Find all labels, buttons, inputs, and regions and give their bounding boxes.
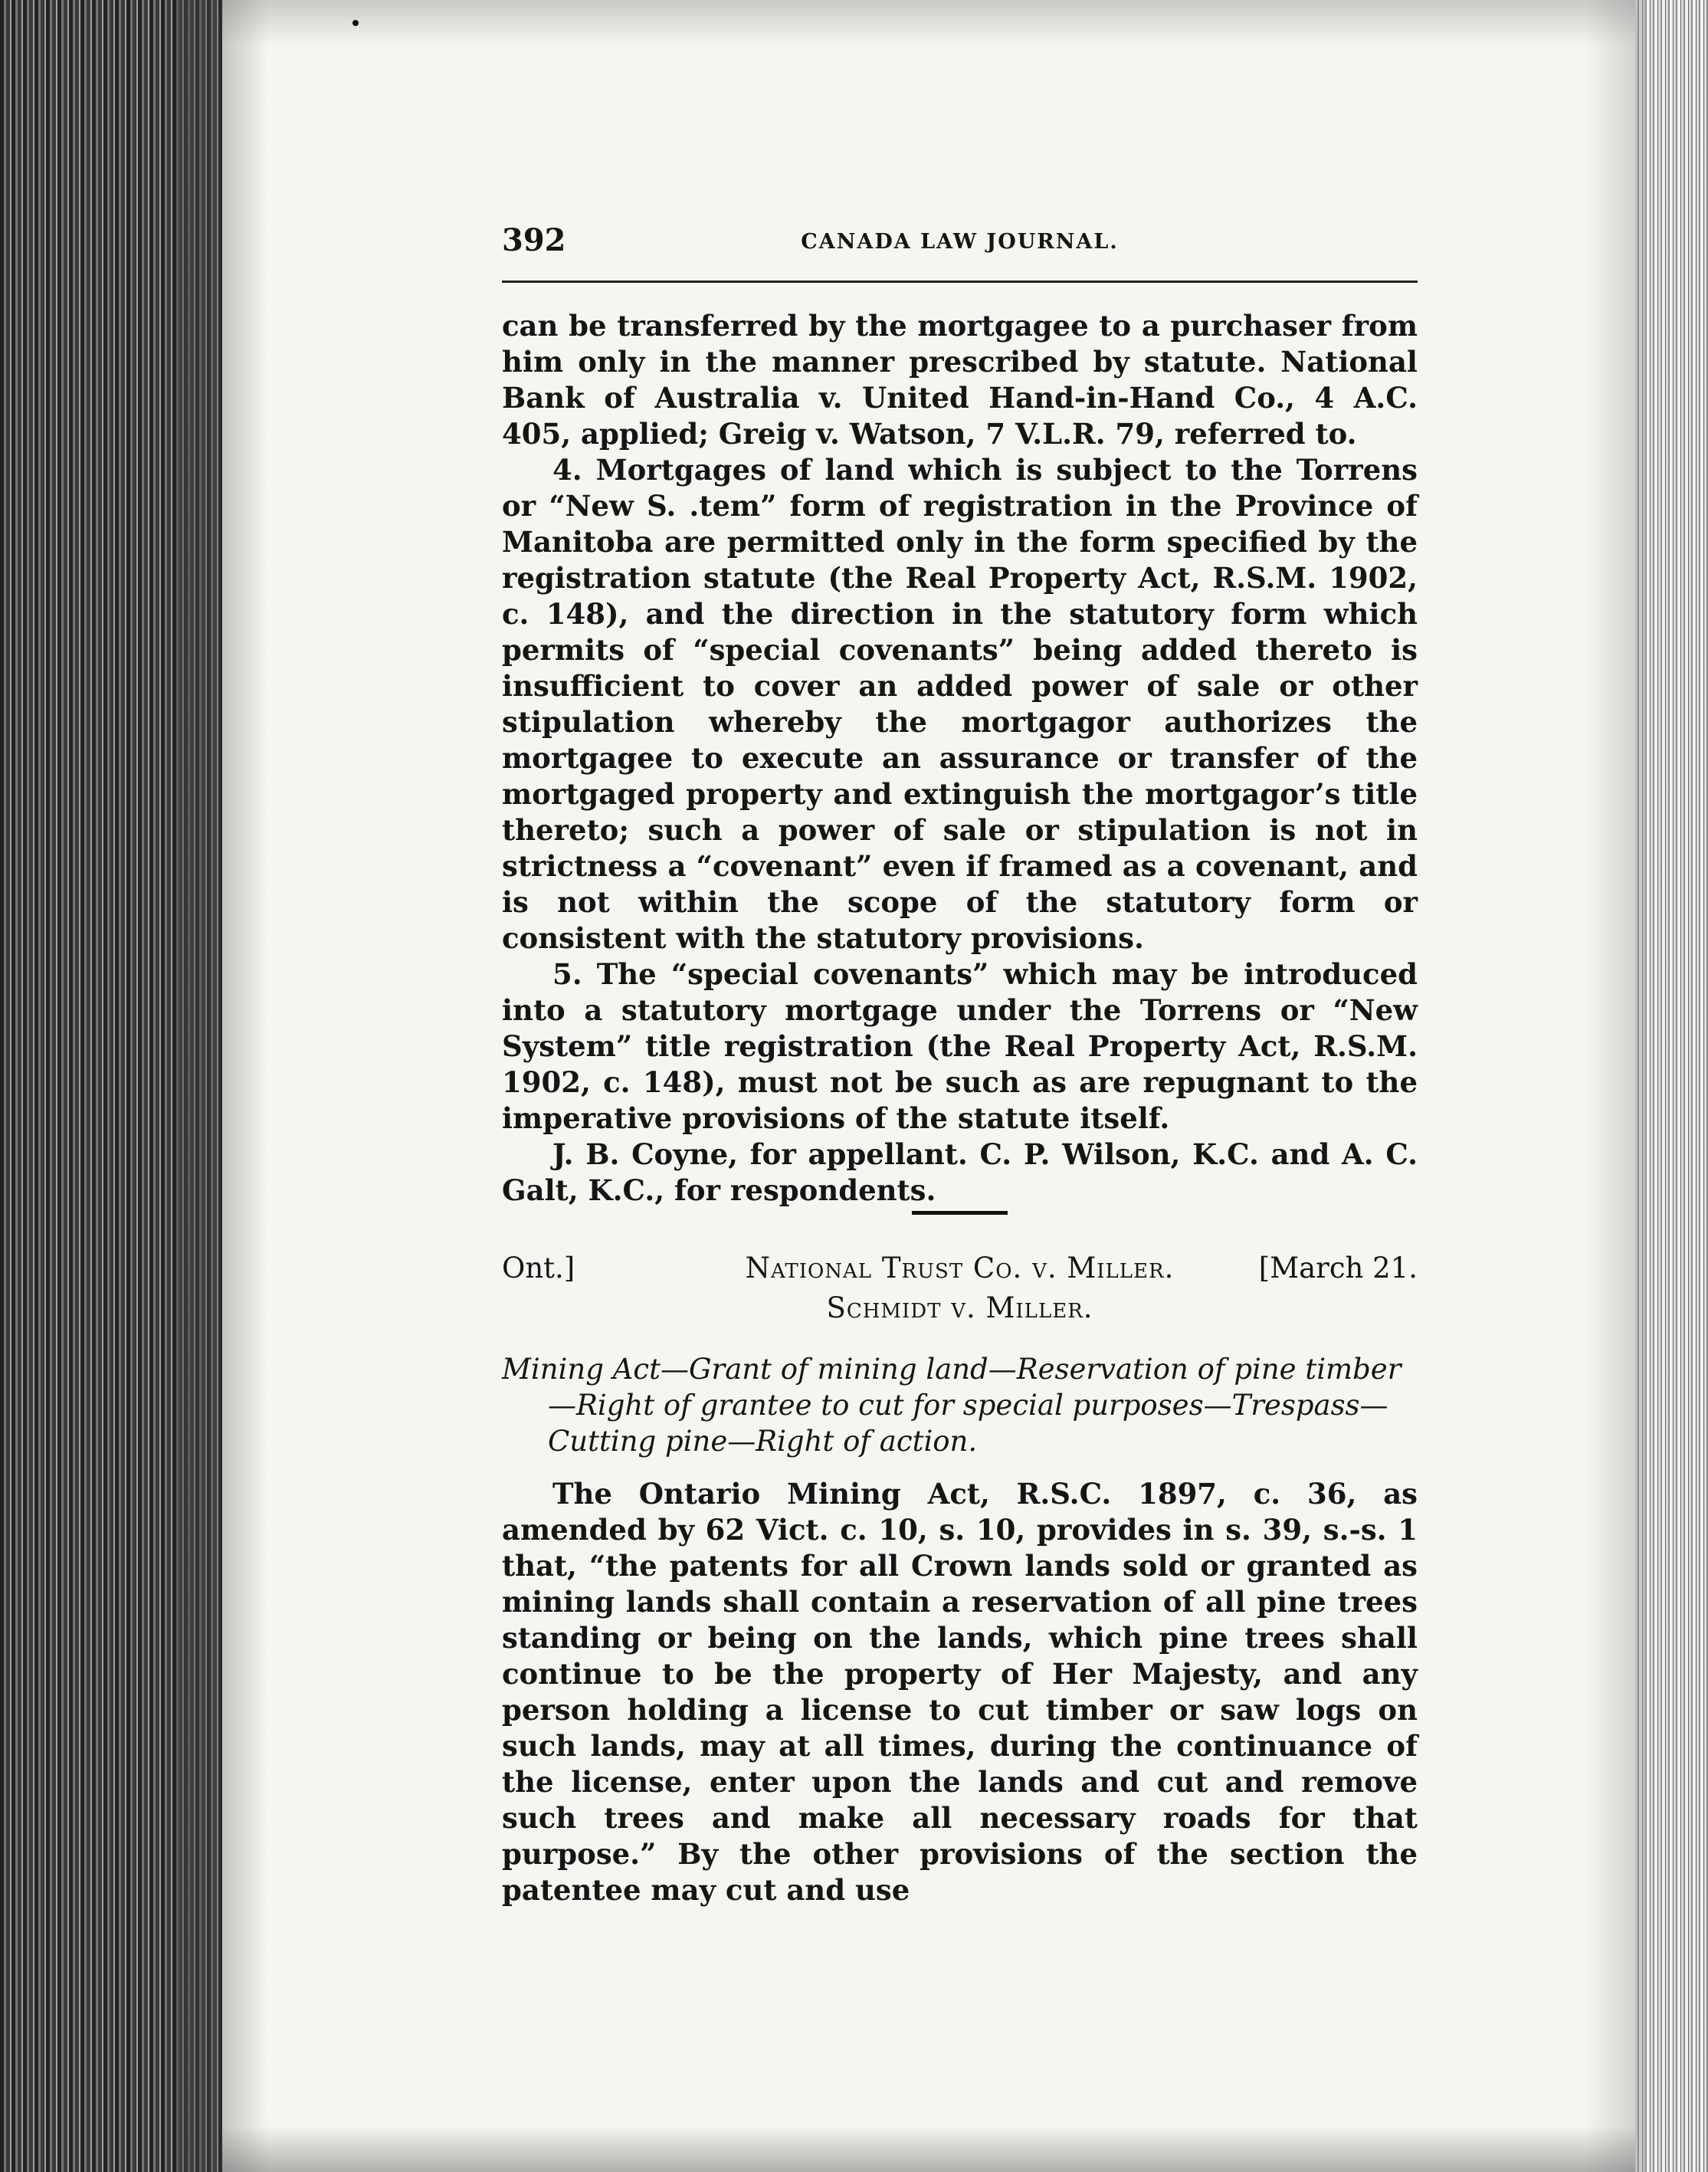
- scan-speck: [352, 20, 359, 26]
- bottom-shadow: [222, 2126, 1635, 2172]
- counsel-line: J. B. Coyne, for appellant. C. P. Wilson, K.C. and A. C. Galt, K.C., for respondents.: [502, 1137, 1418, 1207]
- case-body-paragraph: The Ontario Mining Act, R.S.C. 1897, c. 36, as amended by 62 Vict. c. 10, s. 10, provides in s. 39, s.-s. 1 that, “the patents for all Crown lands sold or granted as mining lands shall contain a reservation of all pine trees standing or being on the lands, which pine trees shall continue to be the property of Her Majesty, and any person holding a license to cut timber or saw logs on such lands, may at all times, during the continuance of the license, enter upon the lands and cut and remove such trees and make all necessary roads for that purpose.” By the other provisions of the section the patentee may cut and use: [502, 1477, 1418, 1907]
- paragraph-5: 5. The “special covenants” which may be introduced into a statutory mortgage under the Torrens or “New System” title registration (the Real Property Act, R.S.M. 1902, c. 148), must not be such as are repugnant to the imperative provisions of the statute itself.: [502, 957, 1418, 1135]
- case-title-primary: National Trust Co. v. Miller.: [745, 1252, 1175, 1284]
- case-date: [March 21.: [1258, 1252, 1418, 1284]
- headnote-continuation: [502, 308, 1418, 1209]
- page-number: 392: [502, 222, 566, 258]
- headnote-text: Mining Act—Grant of mining land—Reservation of pine timber —Right of grantee to cut for special purposes—Trespass— Cutting pine—Right of action.: [502, 1353, 1401, 1458]
- right-edge-shadow: [1585, 0, 1647, 2172]
- page-header: [502, 222, 1418, 264]
- top-shadow: [222, 0, 1635, 46]
- section-divider: [912, 1211, 1008, 1215]
- case-title-secondary: Schmidt v. Miller.: [826, 1291, 1093, 1324]
- paragraph-continued: can be transferred by the mortgagee to a purchaser from him only in the manner prescribed by statute. National Bank of Australia v. United Hand-in-Hand Co., 4 A.C. 405, applied; Greig v. Watson, 7 V.L.R. 79, referred to.: [502, 309, 1418, 451]
- case-heading: [502, 1252, 1418, 1290]
- case-body: [502, 1476, 1418, 1908]
- paragraph-4: 4. Mortgages of land which is subject to the Torrens or “New S. .tem” form of registration in the Province of Manitoba are permitted only in the form specified by the registration statute (the Real Property Act, R.S.M. 1902, c. 148), and the direction in the statutory form which permits of “special covenants” being added thereto is insufficient to cover an added power of sale or other stipulation whereby the mortgagor authorizes the mortgagee to execute an assurance or transfer of the mortgaged property and extinguish the mortgagor’s title thereto; such a power of sale or stipulation is not in strictness a “covenant” even if framed as a covenant, and is not within the scope of the statutory form or consistent with the statutory provisions.: [502, 453, 1418, 955]
- book-page: [502, 222, 1418, 1907]
- court-label: Ont.]: [502, 1252, 575, 1284]
- spine-shadow: [176, 0, 268, 2172]
- case-headnote: [502, 1351, 1418, 1459]
- running-head: CANADA LAW JOURNAL.: [801, 230, 1119, 254]
- header-rule: [502, 281, 1418, 283]
